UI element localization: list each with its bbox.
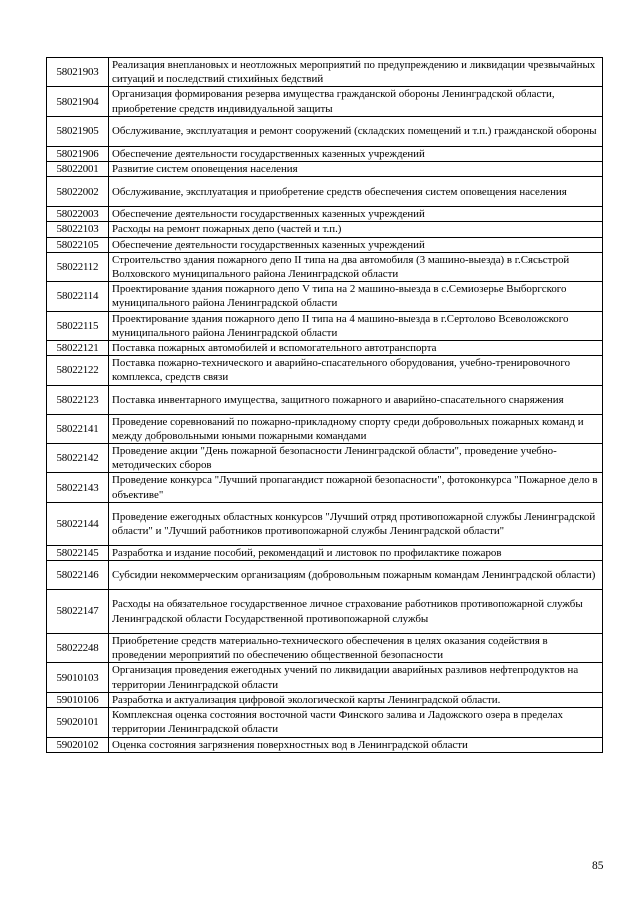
- table-row: [47, 146, 603, 161]
- row-code-cell: 58022144: [47, 502, 109, 545]
- table-row: [47, 282, 603, 311]
- row-description-cell: Поставка пожарных автомобилей и вспомогательного автотранспорта: [109, 341, 603, 356]
- row-description-cell: Субсидии некоммерческим организациям (добровольным пожарным командам Ленинградской области): [109, 561, 603, 590]
- row-code-cell: 58022147: [47, 590, 109, 634]
- row-code-cell: 58022105: [47, 237, 109, 252]
- row-code-cell: 58022122: [47, 356, 109, 385]
- table-row: [47, 162, 603, 177]
- row-code-cell: 58022143: [47, 473, 109, 502]
- row-description-cell: Организация проведения ежегодных учений по ликвидации аварийных разливов нефтепродуктов на территории Ленинградской области: [109, 663, 603, 692]
- table-row: [47, 473, 603, 502]
- table-row: [47, 545, 603, 560]
- row-code-cell: 58022003: [47, 207, 109, 222]
- row-description-cell: Развитие систем оповещения населения: [109, 162, 603, 177]
- row-code-cell: 58022115: [47, 311, 109, 340]
- table-row: [47, 356, 603, 385]
- row-description-cell: Разработка и издание пособий, рекомендаций и листовок по профилактике пожаров: [109, 545, 603, 560]
- row-description-cell: Обеспечение деятельности государственных казенных учреждений: [109, 237, 603, 252]
- budget-codes-table-body: [47, 58, 603, 753]
- row-code-cell: 58022112: [47, 252, 109, 281]
- row-description-cell: Обслуживание, эксплуатация и ремонт сооружений (складских помещений и т.п.) гражданской обороны: [109, 116, 603, 146]
- row-code-cell: 59010103: [47, 663, 109, 692]
- row-description-cell: Строительство здания пожарного депо II типа на два автомобиля (3 машино-выезда) в г.Сясьстрой Волховского муниципального района Ленинградской области: [109, 252, 603, 281]
- row-description-cell: Поставка инвентарного имущества, защитного пожарного и аварийно-спасательного снаряжения: [109, 385, 603, 414]
- table-row: [47, 708, 603, 737]
- row-code-cell: 58022001: [47, 162, 109, 177]
- row-code-cell: 59020102: [47, 737, 109, 752]
- table-row: [47, 692, 603, 707]
- table-row: [47, 237, 603, 252]
- row-description-cell: Проведение соревнований по пожарно-прикладному спорту среди добровольных пожарных команд и между добровольными юными пожарными командами: [109, 414, 603, 443]
- row-code-cell: 58022142: [47, 444, 109, 473]
- row-description-cell: Комплексная оценка состояния восточной части Финского залива и Ладожского озера в пределах территории Ленинградской области: [109, 708, 603, 737]
- row-code-cell: 58021904: [47, 87, 109, 116]
- table-row: [47, 341, 603, 356]
- table-row: [47, 590, 603, 634]
- page-number: 85: [592, 860, 604, 872]
- row-description-cell: Разработка и актуализация цифровой экологической карты Ленинградской области.: [109, 692, 603, 707]
- table-row: [47, 87, 603, 116]
- table-row: [47, 177, 603, 207]
- row-description-cell: Проектирование здания пожарного депо V типа на 2 машино-выезда в с.Семиозерье Выборгского муниципального района Ленинградской области: [109, 282, 603, 311]
- row-code-cell: 58022123: [47, 385, 109, 414]
- table-row: [47, 222, 603, 237]
- row-description-cell: Реализация внеплановых и неотложных мероприятий по предупреждению и ликвидации чрезвычайных ситуаций и последствий стихийных бедствий: [109, 58, 603, 87]
- row-code-cell: 58022002: [47, 177, 109, 207]
- row-description-cell: Проведение конкурса "Лучший пропагандист пожарной безопасности", фотоконкурса "Пожарное дело в объективе": [109, 473, 603, 502]
- table-row: [47, 385, 603, 414]
- table-row: [47, 207, 603, 222]
- row-description-cell: Проведение акции "День пожарной безопасности Ленинградской области", проведение учебно-методических сборов: [109, 444, 603, 473]
- row-description-cell: Приобретение средств материально-технического обеспечения в целях оказания содействия в проведении мероприятий по обеспечению общественной безопасности: [109, 634, 603, 663]
- row-code-cell: 59020101: [47, 708, 109, 737]
- table-row: [47, 502, 603, 545]
- table-row: [47, 116, 603, 146]
- table-row: [47, 58, 603, 87]
- row-code-cell: 59010106: [47, 692, 109, 707]
- table-row: [47, 737, 603, 752]
- row-code-cell: 58021906: [47, 146, 109, 161]
- table-row: [47, 561, 603, 590]
- table-row: [47, 634, 603, 663]
- row-code-cell: 58022146: [47, 561, 109, 590]
- table-row: [47, 663, 603, 692]
- table-row: [47, 444, 603, 473]
- row-description-cell: Расходы на ремонт пожарных депо (частей и т.п.): [109, 222, 603, 237]
- row-description-cell: Расходы на обязательное государственное личное страхование работников противопожарной службы Ленинградской области Государственной противопожарной службы: [109, 590, 603, 634]
- row-description-cell: Оценка состояния загрязнения поверхностных вод в Ленинградской области: [109, 737, 603, 752]
- budget-codes-table: [46, 57, 603, 753]
- row-code-cell: 58022103: [47, 222, 109, 237]
- row-code-cell: 58021905: [47, 116, 109, 146]
- row-description-cell: Организация формирования резерва имущества гражданской обороны Ленинградской области, приобретение средств индивидуальной защиты: [109, 87, 603, 116]
- row-code-cell: 58022248: [47, 634, 109, 663]
- table-row: [47, 252, 603, 281]
- row-description-cell: Обеспечение деятельности государственных казенных учреждений: [109, 146, 603, 161]
- row-code-cell: 58022145: [47, 545, 109, 560]
- row-description-cell: Обслуживание, эксплуатация и приобретение средств обеспечения систем оповещения населения: [109, 177, 603, 207]
- row-code-cell: 58021903: [47, 58, 109, 87]
- row-description-cell: Обеспечение деятельности государственных казенных учреждений: [109, 207, 603, 222]
- row-description-cell: Проведение ежегодных областных конкурсов "Лучший отряд противопожарной службы Ленинградской области" и "Лучший работников противопожарной службы Ленинградской области": [109, 502, 603, 545]
- row-description-cell: Поставка пожарно-технического и аварийно-спасательного оборудования, учебно-тренировочного комплекса, средств связи: [109, 356, 603, 385]
- table-row: [47, 311, 603, 340]
- row-description-cell: Проектирование здания пожарного депо II типа на 4 машино-выезда в г.Сертолово Всеволожского муниципального района Ленинградской области: [109, 311, 603, 340]
- row-code-cell: 58022121: [47, 341, 109, 356]
- row-code-cell: 58022114: [47, 282, 109, 311]
- table-row: [47, 414, 603, 443]
- row-code-cell: 58022141: [47, 414, 109, 443]
